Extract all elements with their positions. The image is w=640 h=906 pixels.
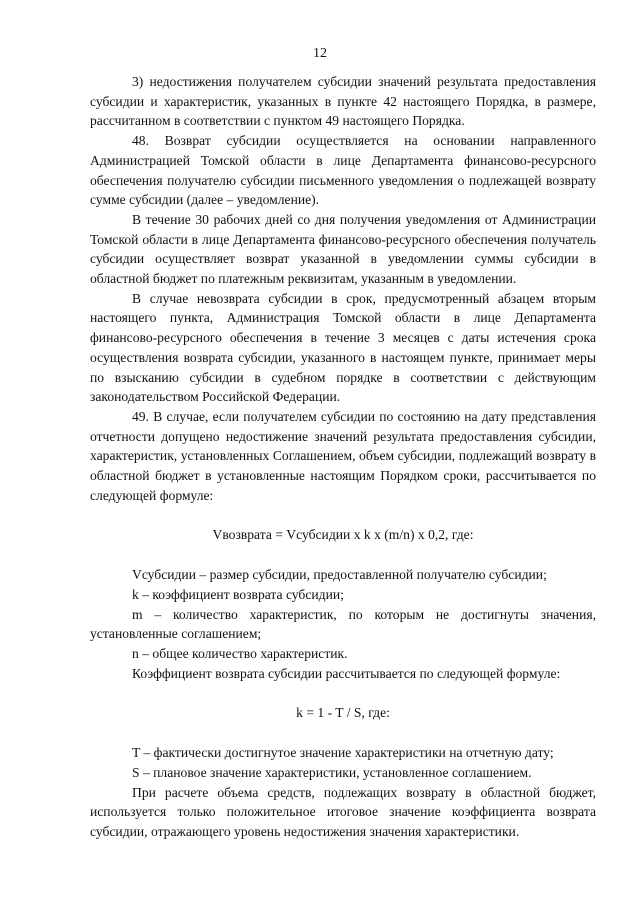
definition-s: S – плановое значение характеристики, установленное соглашением. [132, 764, 532, 780]
return-volume-formula: Vвозврата = Vсубсидии x k x (m/n) x 0,2, где: [212, 527, 474, 543]
paragraph-subsidy-nonachievement: 3) недостижения получателем субсидии значений результата предоставления субсидии и характеристик, указанных в пункте 42 настоящего Порядка, в размере, рассчитанном в соответствии с пунктом 49 настоящего Порядка. [90, 74, 596, 129]
definition-t: T – фактически достигнутое значение характеристики на отчетную дату; [132, 745, 554, 761]
page-number: 12 [313, 46, 327, 61]
paragraph-positive-value: При расчете объема средств, подлежащих возврату в областной бюджет, используется только положительное итоговое значение коэффициента возврата субсидии, отражающего уровень недостижения значения характеристики. [90, 784, 596, 839]
paragraph-48-return: 48. Возврат субсидии осуществляется на основании направленного Администрацией Томской области в лице Департамента финансово-ресурсного обеспечения получателю субсидии письменного уведомления о подлежащей возврату сумме субсидии (далее – уведомление). [90, 133, 596, 208]
definition-m: m – количество характеристик, по которым не достигнуты значения, установленные соглашением; [90, 606, 596, 642]
coefficient-formula: k = 1 - T / S, где: [296, 705, 390, 721]
paragraph-30-days: В течение 30 рабочих дней со дня получения уведомления от Администрации Томской области в лице Департамента финансово-ресурсного обеспечения получатель субсидии осуществляет возврат указанной в уведомлении суммы субсидии в областной бюджет по платежным реквизитам, указанным в уведомлении. [90, 211, 596, 287]
coefficient-formula-intro: Коэффициент возврата субсидии рассчитывается по следующей формуле: [132, 665, 561, 681]
paragraph-nonreturn: В случае невозврата субсидии в срок, предусмотренный абзацем вторым настоящего пункта, Администрация Томской области в лице Департамента финансово-ресурсного обеспечения в течение 3 месяцев с даты истечения срока осуществления возврата субсидии, указанного в настоящем пункте, принимает меры по взысканию субсидии в судебном порядке в соответствии с действующим законодательством Российской Федерации. [90, 290, 596, 405]
document-body [90, 72, 596, 842]
definition-k: k – коэффициент возврата субсидии; [132, 586, 344, 602]
paragraph-49-formula-intro: 49. В случае, если получателем субсидии по состоянию на дату представления отчетности допущено недостижение значений результата предоставления субсидии, характеристик, установленных Соглашением, объем субсидии, подлежащий возврату в областной бюджет в установленные настоящим Порядком сроки, рассчитывается по следующей формуле: [90, 408, 596, 503]
definition-v-subsidy: Vсубсидии – размер субсидии, предоставленной получателю субсидии; [132, 567, 547, 583]
definition-n: n – общее количество характеристик. [132, 645, 348, 661]
